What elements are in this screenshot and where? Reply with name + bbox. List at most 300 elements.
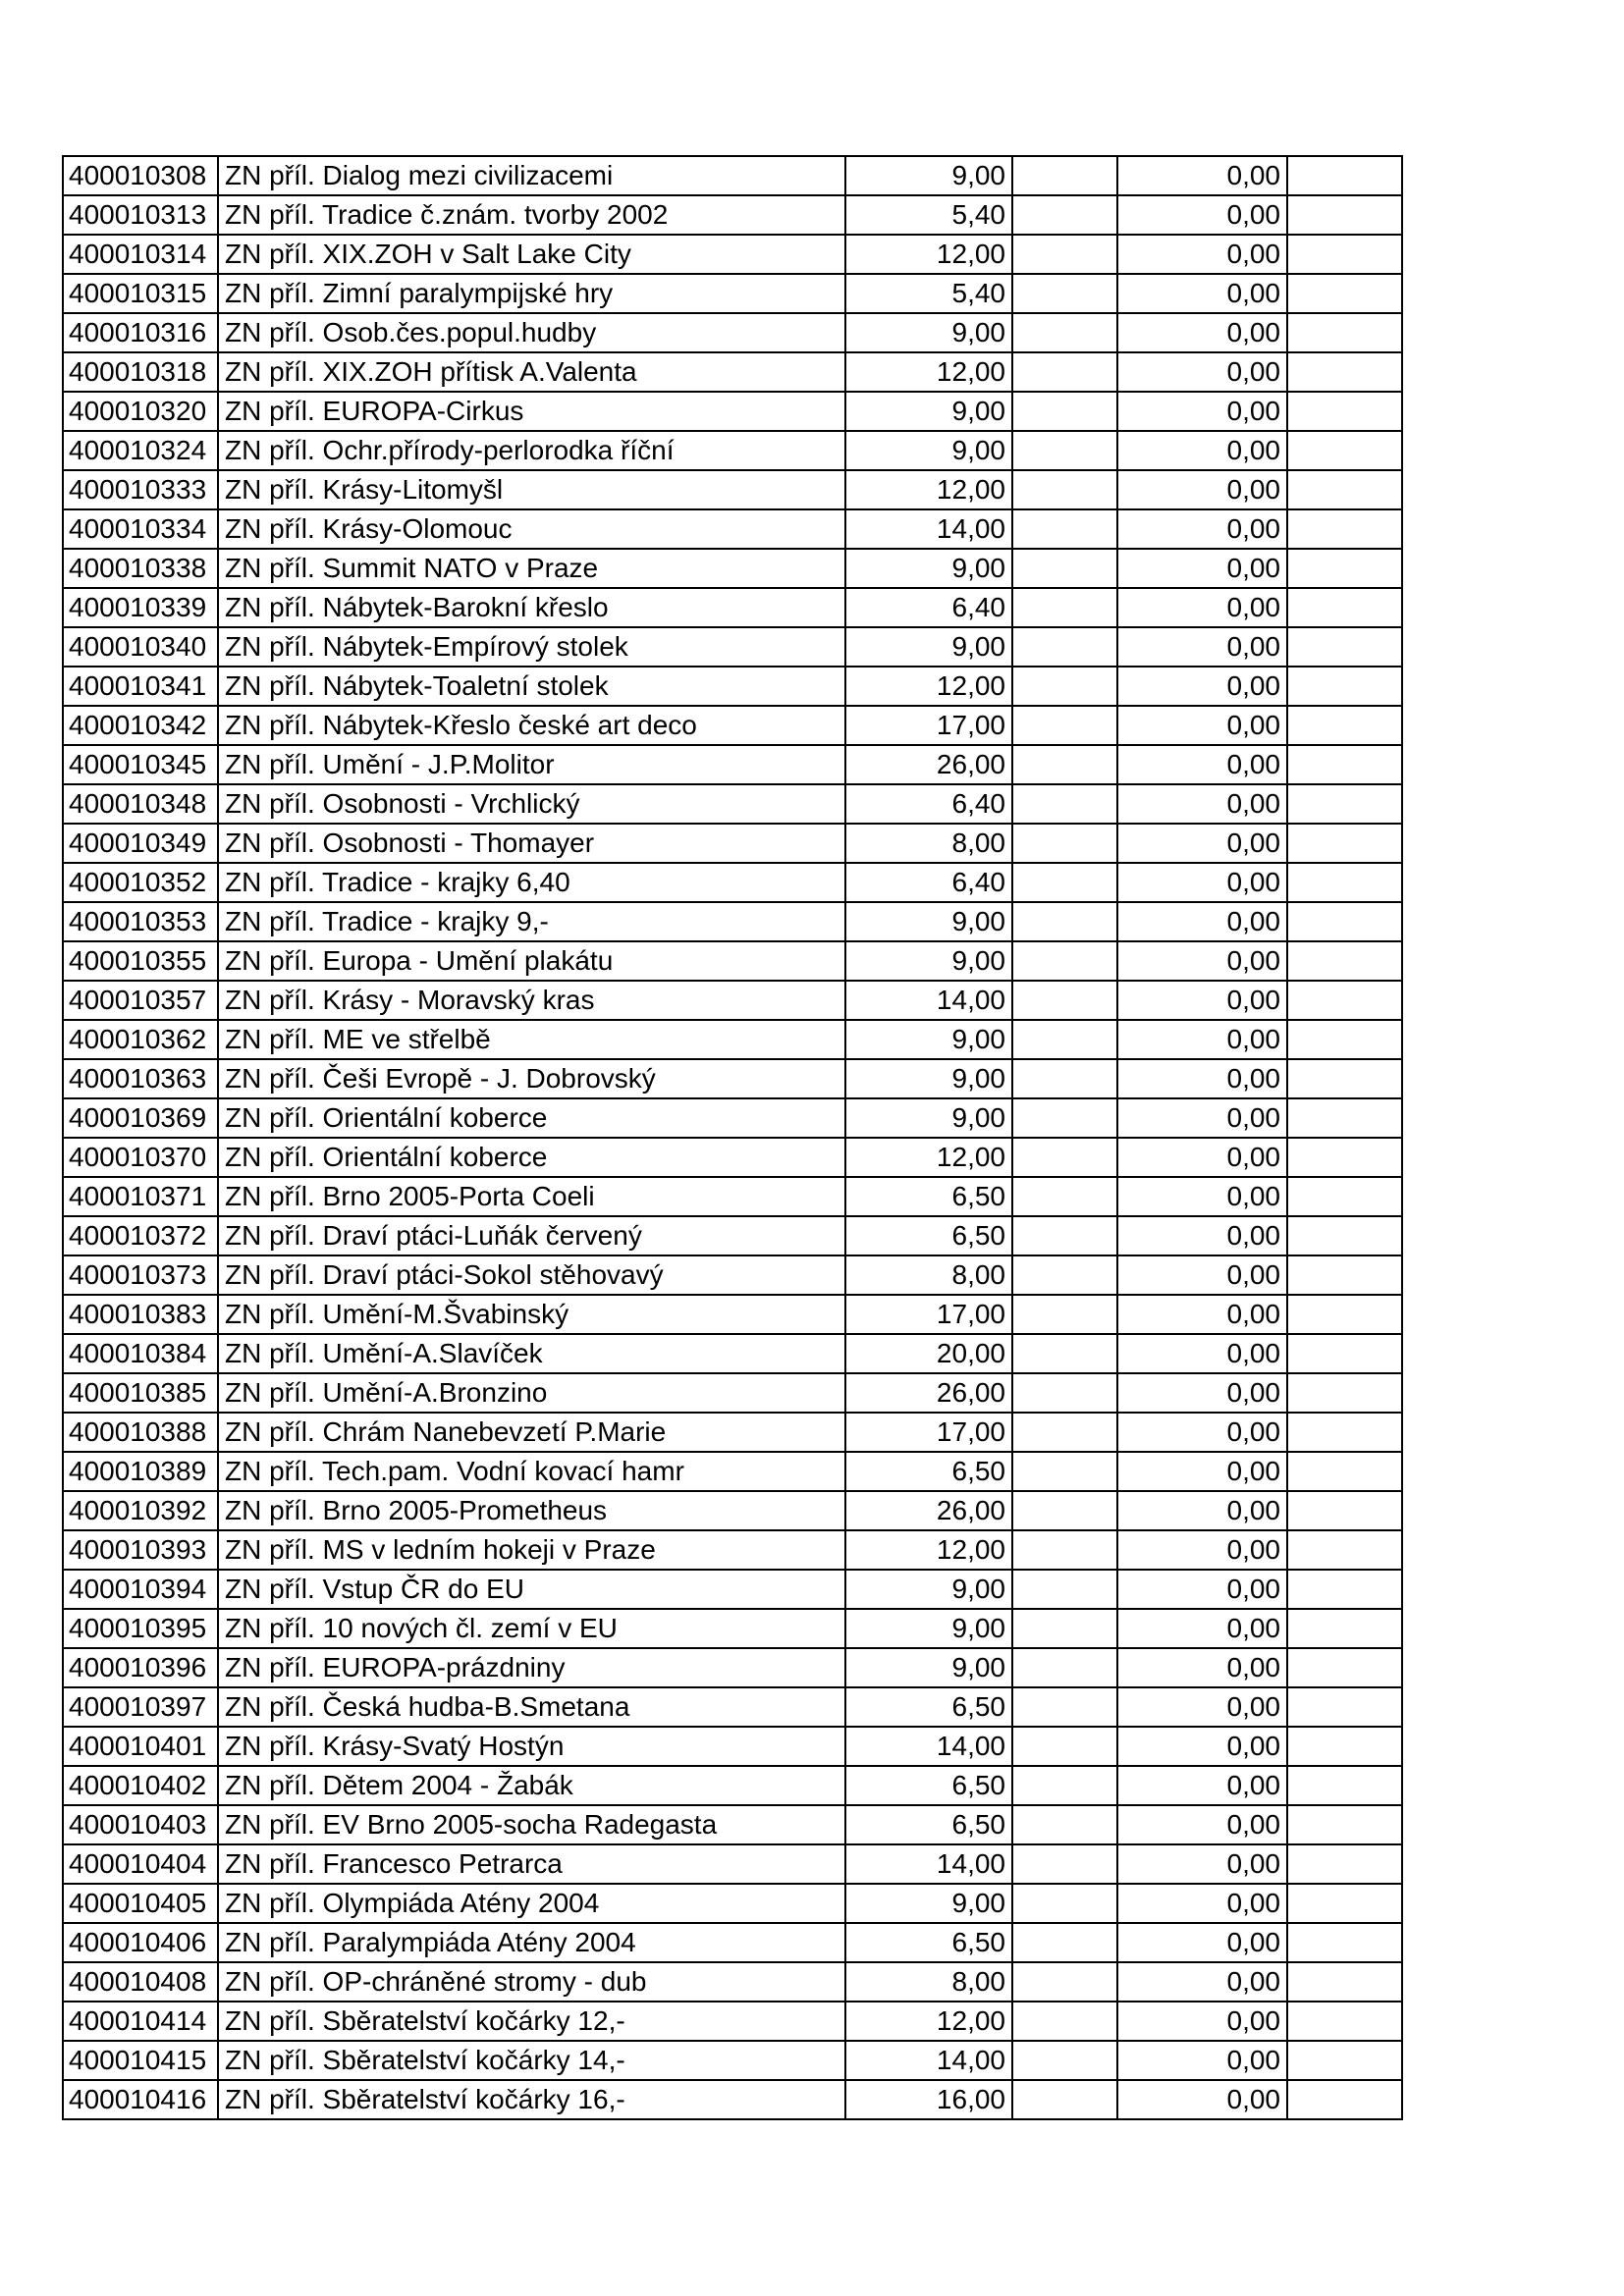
table-row [63,352,1402,392]
item-name-cell: ZN příl. Sběratelství kočárky 16,- [218,2080,845,2119]
empty-cell [1012,2041,1117,2080]
price-cell: 12,00 [845,470,1012,509]
empty-cell [1287,352,1402,392]
empty-cell [1012,1570,1117,1609]
empty-cell [1287,1727,1402,1766]
empty-cell [1012,195,1117,235]
table-row [63,313,1402,352]
empty-cell [1287,745,1402,784]
value-cell: 0,00 [1117,352,1287,392]
value-cell: 0,00 [1117,1177,1287,1216]
empty-cell [1012,1452,1117,1491]
price-cell: 14,00 [845,509,1012,549]
item-name-cell: ZN příl. Nábytek-Toaletní stolek [218,667,845,706]
item-name-cell: ZN příl. Nábytek-Křeslo české art deco [218,706,845,745]
empty-cell [1287,2080,1402,2119]
price-cell: 6,40 [845,863,1012,902]
table-row [63,1452,1402,1491]
item-name-cell: ZN příl. Brno 2005-Prometheus [218,1491,845,1530]
empty-cell [1012,1059,1117,1098]
item-code-cell: 400010349 [63,824,218,863]
empty-cell [1287,1884,1402,1923]
value-cell: 0,00 [1117,902,1287,941]
price-cell: 14,00 [845,2041,1012,2080]
price-cell: 26,00 [845,745,1012,784]
empty-cell [1287,1530,1402,1570]
item-name-cell: ZN příl. Zimní paralympijské hry [218,274,845,313]
empty-cell [1012,627,1117,667]
price-cell: 8,00 [845,1962,1012,2002]
empty-cell [1012,549,1117,588]
empty-cell [1287,1570,1402,1609]
empty-cell [1012,863,1117,902]
empty-cell [1012,824,1117,863]
item-code-cell: 400010405 [63,1884,218,1923]
item-name-cell: ZN příl. Draví ptáci-Sokol stěhovavý [218,1255,845,1295]
item-name-cell: ZN příl. Krásy-Olomouc [218,509,845,549]
value-cell: 0,00 [1117,784,1287,824]
empty-cell [1287,1805,1402,1844]
empty-cell [1012,1962,1117,2002]
table-row [63,1295,1402,1334]
item-code-cell: 400010314 [63,235,218,274]
item-name-cell: ZN příl. Dětem 2004 - Žabák [218,1766,845,1805]
empty-cell [1012,1216,1117,1255]
value-cell: 0,00 [1117,1373,1287,1413]
price-cell: 14,00 [845,1844,1012,1884]
value-cell: 0,00 [1117,1962,1287,2002]
empty-cell [1287,549,1402,588]
price-cell: 8,00 [845,824,1012,863]
empty-cell [1012,274,1117,313]
item-code-cell: 400010408 [63,1962,218,2002]
item-name-cell: ZN příl. Nábytek-Empírový stolek [218,627,845,667]
item-code-cell: 400010395 [63,1609,218,1648]
price-cell: 6,50 [845,1687,1012,1727]
value-cell: 0,00 [1117,1923,1287,1962]
table-row [63,1334,1402,1373]
empty-cell [1287,627,1402,667]
empty-cell [1287,1373,1402,1413]
empty-cell [1012,1334,1117,1373]
empty-cell [1012,745,1117,784]
item-code-cell: 400010348 [63,784,218,824]
value-cell: 0,00 [1117,156,1287,195]
empty-cell [1287,1177,1402,1216]
value-cell: 0,00 [1117,1609,1287,1648]
empty-cell [1287,1962,1402,2002]
empty-cell [1287,2041,1402,2080]
empty-cell [1287,941,1402,981]
price-cell: 9,00 [845,549,1012,588]
table-row [63,745,1402,784]
item-name-cell: ZN příl. EV Brno 2005-socha Radegasta [218,1805,845,1844]
value-cell: 0,00 [1117,2080,1287,2119]
empty-cell [1287,431,1402,470]
value-cell: 0,00 [1117,274,1287,313]
empty-cell [1012,235,1117,274]
table-row [63,1766,1402,1805]
item-name-cell: ZN příl. Paralympiáda Atény 2004 [218,1923,845,1962]
empty-cell [1012,1098,1117,1138]
item-code-cell: 400010316 [63,313,218,352]
item-name-cell: ZN příl. Sběratelství kočárky 14,- [218,2041,845,2080]
empty-cell [1012,1138,1117,1177]
price-cell: 12,00 [845,1138,1012,1177]
price-cell: 9,00 [845,1884,1012,1923]
item-code-cell: 400010308 [63,156,218,195]
value-cell: 0,00 [1117,1648,1287,1687]
price-list-body [63,156,1402,2119]
item-name-cell: ZN příl. Umění-A.Slavíček [218,1334,845,1373]
empty-cell [1287,1255,1402,1295]
table-row [63,2041,1402,2080]
empty-cell [1287,1844,1402,1884]
price-cell: 12,00 [845,235,1012,274]
price-cell: 6,50 [845,1805,1012,1844]
price-cell: 26,00 [845,1373,1012,1413]
item-code-cell: 400010315 [63,274,218,313]
value-cell: 0,00 [1117,1216,1287,1255]
price-cell: 14,00 [845,981,1012,1020]
item-name-cell: ZN příl. OP-chráněné stromy - dub [218,1962,845,2002]
price-cell: 16,00 [845,2080,1012,2119]
item-code-cell: 400010388 [63,1413,218,1452]
price-cell: 9,00 [845,1648,1012,1687]
price-cell: 17,00 [845,1295,1012,1334]
item-name-cell: ZN příl. Osobnosti - Vrchlický [218,784,845,824]
price-list-table [62,155,1403,2120]
value-cell: 0,00 [1117,1570,1287,1609]
price-cell: 6,40 [845,588,1012,627]
empty-cell [1287,1334,1402,1373]
item-code-cell: 400010394 [63,1570,218,1609]
value-cell: 0,00 [1117,1098,1287,1138]
price-cell: 6,50 [845,1452,1012,1491]
empty-cell [1287,706,1402,745]
empty-cell [1287,1098,1402,1138]
table-row [63,902,1402,941]
table-row [63,1255,1402,1295]
item-name-cell: ZN příl. Ochr.přírody-perlorodka říční [218,431,845,470]
price-cell: 12,00 [845,352,1012,392]
empty-cell [1287,902,1402,941]
empty-cell [1287,1491,1402,1530]
item-code-cell: 400010383 [63,1295,218,1334]
empty-cell [1287,1138,1402,1177]
table-row [63,1216,1402,1255]
empty-cell [1287,588,1402,627]
empty-cell [1012,1491,1117,1530]
item-code-cell: 400010389 [63,1452,218,1491]
value-cell: 0,00 [1117,863,1287,902]
item-code-cell: 400010370 [63,1138,218,1177]
item-name-cell: ZN příl. Orientální koberce [218,1098,845,1138]
empty-cell [1287,1413,1402,1452]
price-cell: 6,50 [845,1923,1012,1962]
price-cell: 9,00 [845,1059,1012,1098]
item-code-cell: 400010357 [63,981,218,1020]
empty-cell [1012,1020,1117,1059]
value-cell: 0,00 [1117,981,1287,1020]
empty-cell [1287,274,1402,313]
table-row [63,1884,1402,1923]
table-row [63,1687,1402,1727]
item-name-cell: ZN příl. Krásy - Moravský kras [218,981,845,1020]
item-name-cell: ZN příl. Sběratelství kočárky 12,- [218,2002,845,2041]
item-code-cell: 400010373 [63,1255,218,1295]
empty-cell [1012,1648,1117,1687]
empty-cell [1012,2080,1117,2119]
empty-cell [1012,156,1117,195]
empty-cell [1287,784,1402,824]
table-row [63,706,1402,745]
item-name-cell: ZN příl. Tech.pam. Vodní kovací hamr [218,1452,845,1491]
item-name-cell: ZN příl. Umění-A.Bronzino [218,1373,845,1413]
item-code-cell: 400010397 [63,1687,218,1727]
empty-cell [1287,1059,1402,1098]
empty-cell [1287,1295,1402,1334]
item-code-cell: 400010333 [63,470,218,509]
empty-cell [1287,981,1402,1020]
item-code-cell: 400010402 [63,1766,218,1805]
item-code-cell: 400010334 [63,509,218,549]
table-row [63,1609,1402,1648]
item-code-cell: 400010416 [63,2080,218,2119]
item-code-cell: 400010340 [63,627,218,667]
empty-cell [1287,1648,1402,1687]
item-name-cell: ZN příl. 10 nových čl. zemí v EU [218,1609,845,1648]
item-name-cell: ZN příl. MS v ledním hokeji v Praze [218,1530,845,1570]
item-code-cell: 400010345 [63,745,218,784]
price-cell: 26,00 [845,1491,1012,1530]
empty-cell [1287,667,1402,706]
price-cell: 6,50 [845,1216,1012,1255]
value-cell: 0,00 [1117,1884,1287,1923]
item-name-cell: ZN příl. Brno 2005-Porta Coeli [218,1177,845,1216]
empty-cell [1012,667,1117,706]
price-cell: 8,00 [845,1255,1012,1295]
empty-cell [1012,1177,1117,1216]
item-code-cell: 400010355 [63,941,218,981]
empty-cell [1287,1216,1402,1255]
item-code-cell: 400010403 [63,1805,218,1844]
empty-cell [1012,706,1117,745]
price-cell: 6,50 [845,1766,1012,1805]
table-row [63,235,1402,274]
empty-cell [1287,470,1402,509]
item-name-cell: ZN příl. Umění-M.Švabinský [218,1295,845,1334]
table-row [63,195,1402,235]
price-cell: 17,00 [845,1413,1012,1452]
item-name-cell: ZN příl. Draví ptáci-Luňák červený [218,1216,845,1255]
value-cell: 0,00 [1117,1530,1287,1570]
price-cell: 20,00 [845,1334,1012,1373]
value-cell: 0,00 [1117,1295,1287,1334]
item-code-cell: 400010404 [63,1844,218,1884]
empty-cell [1012,902,1117,941]
value-cell: 0,00 [1117,627,1287,667]
item-code-cell: 400010385 [63,1373,218,1413]
table-row [63,667,1402,706]
value-cell: 0,00 [1117,2041,1287,2080]
empty-cell [1012,981,1117,1020]
table-row [63,627,1402,667]
empty-cell [1287,1766,1402,1805]
item-name-cell: ZN příl. Tradice - krajky 9,- [218,902,845,941]
value-cell: 0,00 [1117,1138,1287,1177]
value-cell: 0,00 [1117,1727,1287,1766]
item-code-cell: 400010324 [63,431,218,470]
table-row [63,156,1402,195]
price-cell: 9,00 [845,313,1012,352]
value-cell: 0,00 [1117,1452,1287,1491]
value-cell: 0,00 [1117,313,1287,352]
item-code-cell: 400010338 [63,549,218,588]
item-code-cell: 400010369 [63,1098,218,1138]
table-row [63,2080,1402,2119]
item-name-cell: ZN příl. Krásy-Svatý Hostýn [218,1727,845,1766]
price-cell: 9,00 [845,1020,1012,1059]
value-cell: 0,00 [1117,1491,1287,1530]
price-cell: 9,00 [845,1570,1012,1609]
empty-cell [1012,2002,1117,2041]
price-cell: 9,00 [845,902,1012,941]
item-name-cell: ZN příl. Olympiáda Atény 2004 [218,1884,845,1923]
item-name-cell: ZN příl. Krásy-Litomyšl [218,470,845,509]
empty-cell [1012,352,1117,392]
empty-cell [1012,588,1117,627]
item-code-cell: 400010363 [63,1059,218,1098]
item-code-cell: 400010339 [63,588,218,627]
price-cell: 6,50 [845,1177,1012,1216]
item-name-cell: ZN příl. Osob.čes.popul.hudby [218,313,845,352]
empty-cell [1012,1923,1117,1962]
empty-cell [1012,1805,1117,1844]
item-code-cell: 400010318 [63,352,218,392]
empty-cell [1287,1687,1402,1727]
empty-cell [1287,863,1402,902]
value-cell: 0,00 [1117,549,1287,588]
empty-cell [1012,784,1117,824]
table-row [63,1491,1402,1530]
empty-cell [1287,509,1402,549]
empty-cell [1287,2002,1402,2041]
item-name-cell: ZN příl. Chrám Nanebevzetí P.Marie [218,1413,845,1452]
empty-cell [1287,313,1402,352]
value-cell: 0,00 [1117,706,1287,745]
price-cell: 9,00 [845,431,1012,470]
value-cell: 0,00 [1117,1059,1287,1098]
price-cell: 9,00 [845,1609,1012,1648]
empty-cell [1012,1373,1117,1413]
price-cell: 9,00 [845,392,1012,431]
table-row [63,1962,1402,2002]
item-code-cell: 400010313 [63,195,218,235]
empty-cell [1012,1766,1117,1805]
item-name-cell: ZN příl. EUROPA-prázdniny [218,1648,845,1687]
value-cell: 0,00 [1117,195,1287,235]
value-cell: 0,00 [1117,235,1287,274]
empty-cell [1287,1609,1402,1648]
value-cell: 0,00 [1117,431,1287,470]
empty-cell [1012,392,1117,431]
empty-cell [1012,509,1117,549]
value-cell: 0,00 [1117,470,1287,509]
item-name-cell: ZN příl. Češi Evropě - J. Dobrovský [218,1059,845,1098]
price-cell: 9,00 [845,156,1012,195]
value-cell: 0,00 [1117,1766,1287,1805]
value-cell: 0,00 [1117,1020,1287,1059]
price-cell: 9,00 [845,1098,1012,1138]
table-row [63,549,1402,588]
value-cell: 0,00 [1117,941,1287,981]
table-row [63,1805,1402,1844]
item-code-cell: 400010371 [63,1177,218,1216]
item-code-cell: 400010362 [63,1020,218,1059]
item-name-cell: ZN příl. Summit NATO v Praze [218,549,845,588]
value-cell: 0,00 [1117,2002,1287,2041]
price-cell: 14,00 [845,1727,1012,1766]
table-row [63,1648,1402,1687]
empty-cell [1287,1923,1402,1962]
table-row [63,1727,1402,1766]
item-code-cell: 400010392 [63,1491,218,1530]
value-cell: 0,00 [1117,392,1287,431]
empty-cell [1012,941,1117,981]
table-row [63,2002,1402,2041]
item-name-cell: ZN příl. Francesco Petrarca [218,1844,845,1884]
item-name-cell: ZN příl. Tradice - krajky 6,40 [218,863,845,902]
item-name-cell: ZN příl. Tradice č.znám. tvorby 2002 [218,195,845,235]
table-row [63,1530,1402,1570]
table-row [63,274,1402,313]
item-name-cell: ZN příl. Česká hudba-B.Smetana [218,1687,845,1727]
empty-cell [1287,1452,1402,1491]
empty-cell [1012,1884,1117,1923]
empty-cell [1012,1844,1117,1884]
value-cell: 0,00 [1117,588,1287,627]
item-code-cell: 400010401 [63,1727,218,1766]
empty-cell [1012,313,1117,352]
value-cell: 0,00 [1117,1687,1287,1727]
empty-cell [1012,431,1117,470]
price-cell: 17,00 [845,706,1012,745]
table-row [63,1844,1402,1884]
table-row [63,1138,1402,1177]
table-row [63,392,1402,431]
price-cell: 6,40 [845,784,1012,824]
value-cell: 0,00 [1117,1334,1287,1373]
table-row [63,470,1402,509]
value-cell: 0,00 [1117,1255,1287,1295]
empty-cell [1287,392,1402,431]
price-cell: 12,00 [845,667,1012,706]
item-name-cell: ZN příl. XIX.ZOH v Salt Lake City [218,235,845,274]
item-code-cell: 400010320 [63,392,218,431]
item-code-cell: 400010396 [63,1648,218,1687]
empty-cell [1012,1609,1117,1648]
table-row [63,941,1402,981]
item-code-cell: 400010414 [63,2002,218,2041]
price-cell: 5,40 [845,195,1012,235]
empty-cell [1287,156,1402,195]
value-cell: 0,00 [1117,667,1287,706]
table-row [63,1923,1402,1962]
table-row [63,1098,1402,1138]
empty-cell [1287,824,1402,863]
item-name-cell: ZN příl. Vstup ČR do EU [218,1570,845,1609]
